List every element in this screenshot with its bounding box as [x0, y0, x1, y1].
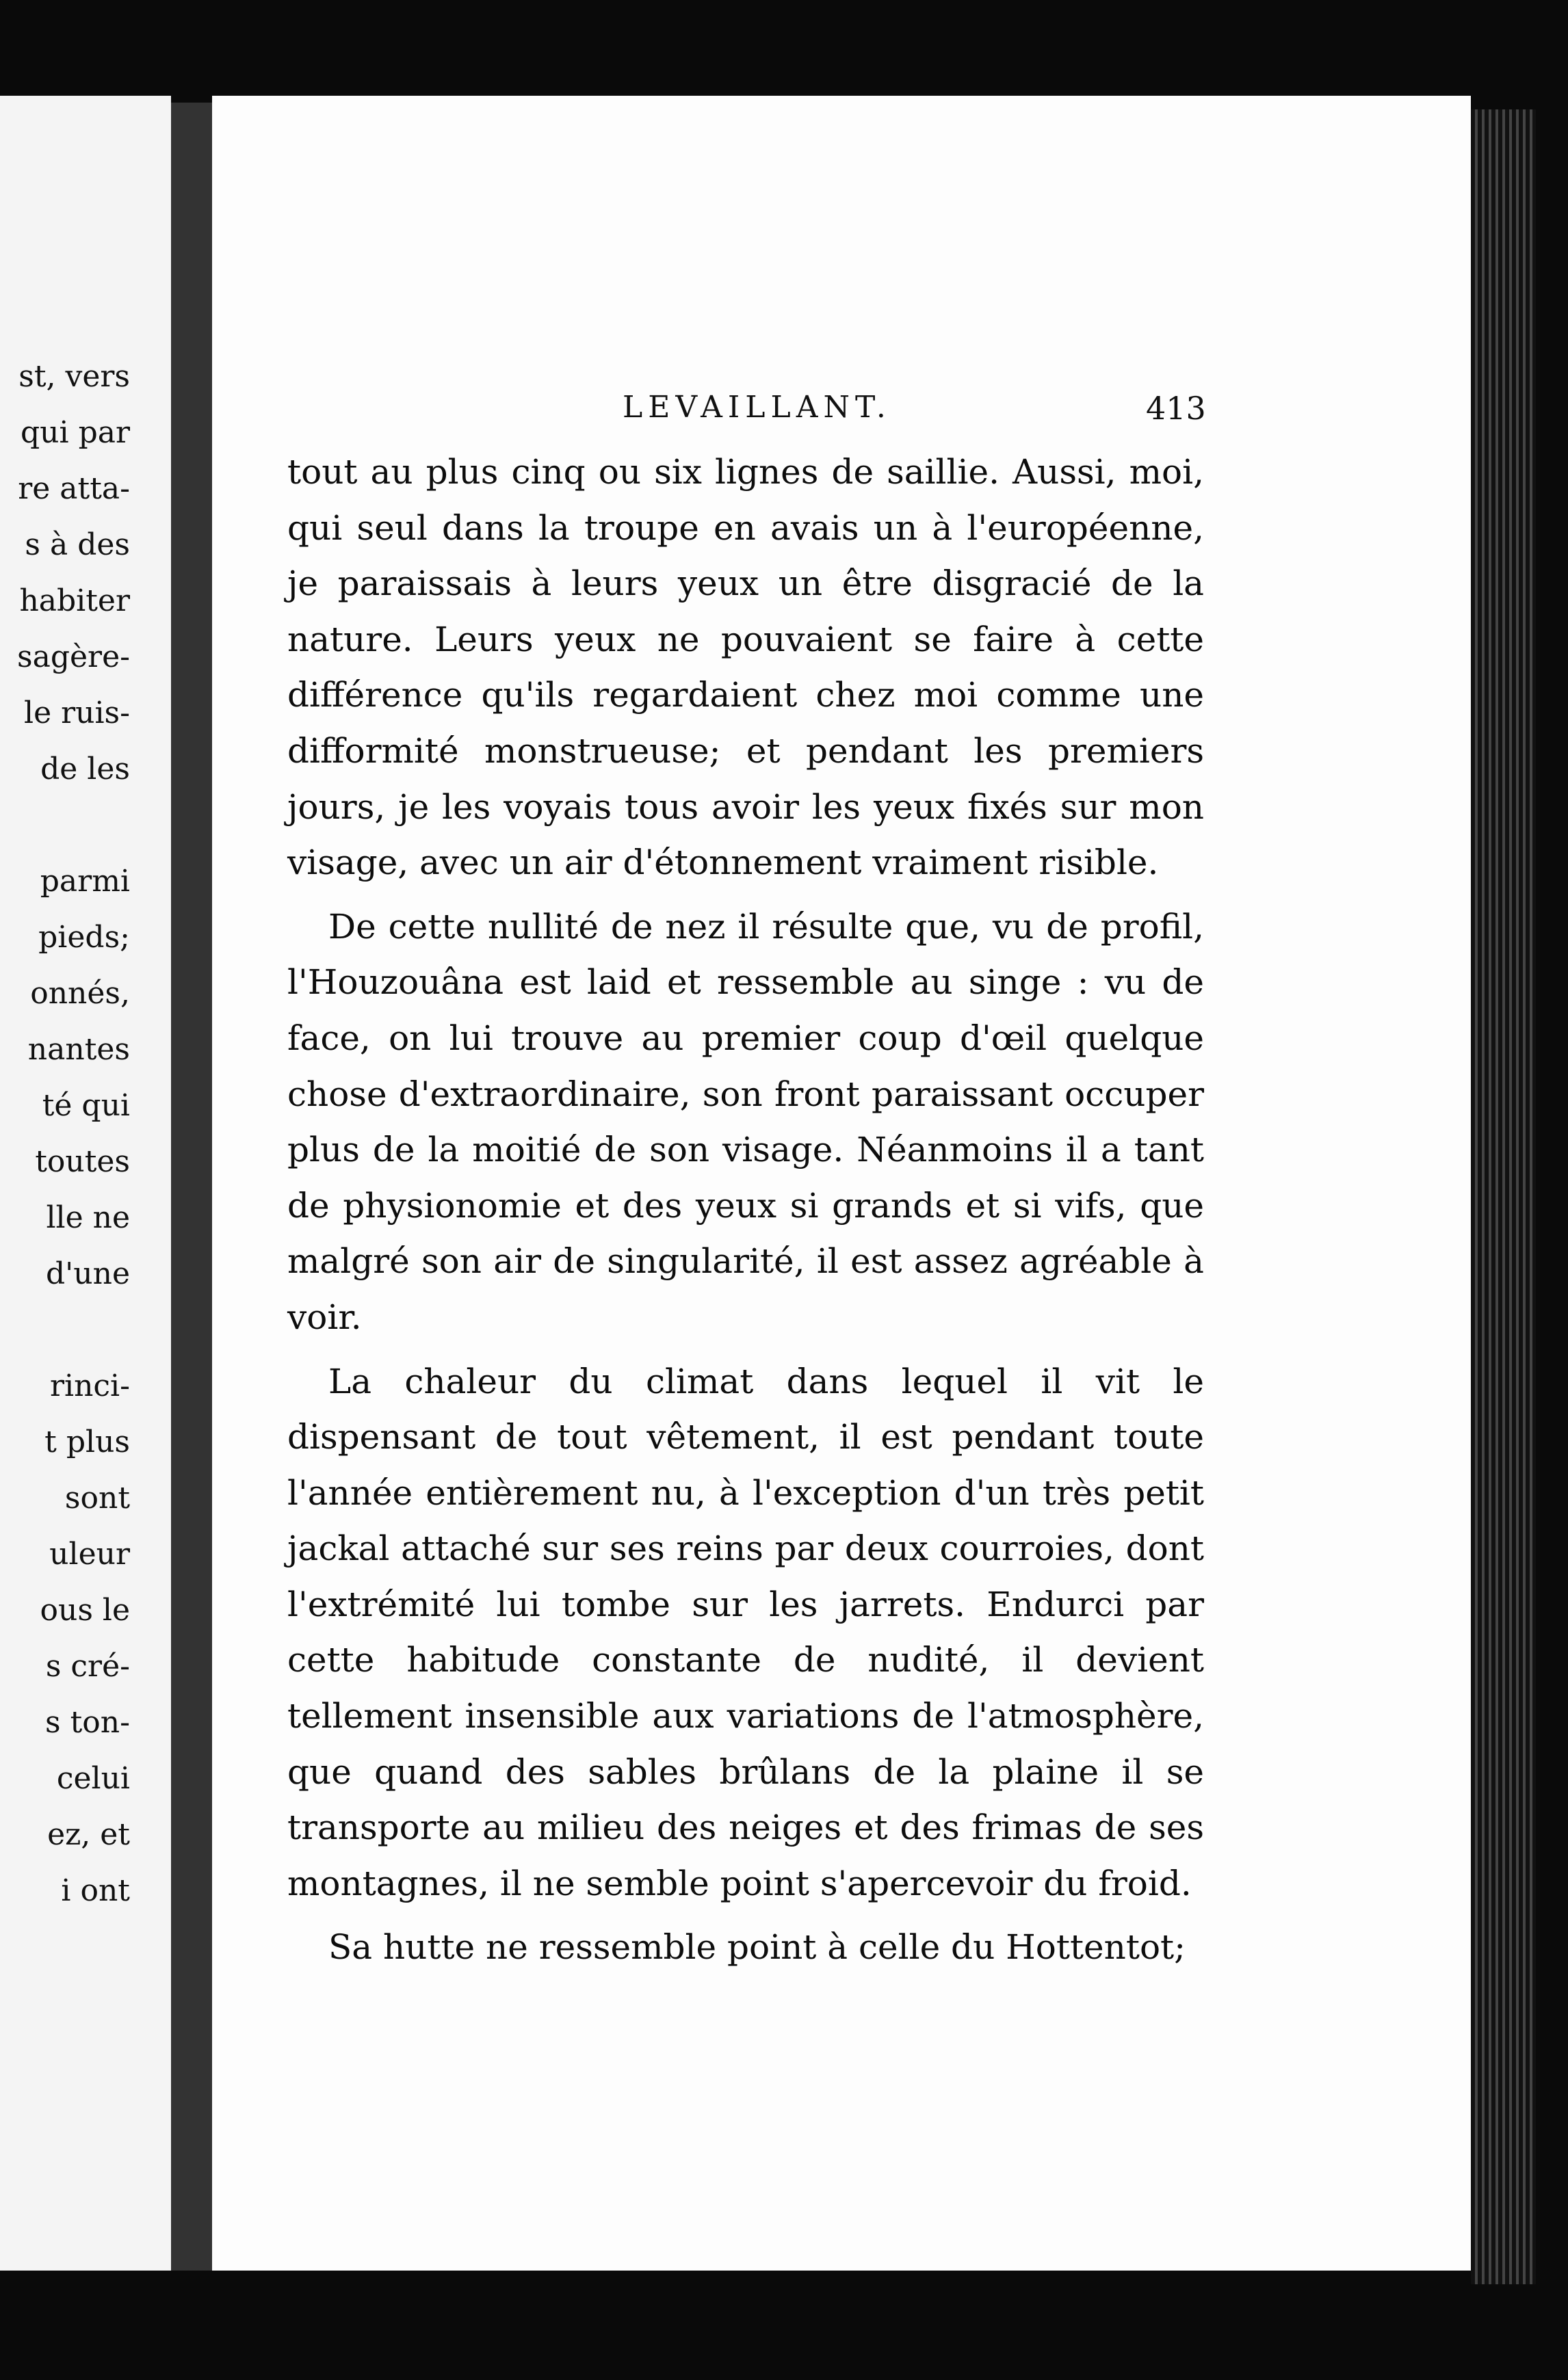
facing-line: sont: [64, 1481, 130, 1516]
paragraph: tout au plus cinq ou six lignes de saillie. Aussi, moi, qui seul dans la troupe en avais un à l'européenne, je paraissais à leurs yeux un être disgracié de la nature. Leurs yeux ne pouvaient se faire à cette différence qu'ils regardaient chez moi comme une difformité monstrueuse; et pendant les premiers jours, je les voyais tous avoir les yeux fixés sur mon visage, avec un air d'étonnement vraiment risible.: [287, 452, 1204, 883]
facing-page: [0, 96, 171, 2271]
facing-line: celui: [56, 1761, 130, 1796]
facing-line: onnés,: [30, 976, 130, 1011]
facing-line: rinci-: [49, 1368, 130, 1403]
facing-line: d'une: [46, 1256, 130, 1291]
facing-line: s cré-: [45, 1649, 130, 1684]
facing-line: lle ne: [46, 1200, 130, 1235]
facing-line: pieds;: [38, 920, 130, 955]
facing-line: t plus: [44, 1425, 130, 1459]
facing-line-blank: [17, 1302, 130, 1358]
facing-line: st, vers: [18, 359, 130, 394]
facing-line: s à des: [25, 527, 130, 562]
page-edges: [1471, 109, 1536, 2284]
page-header: [212, 390, 1471, 438]
facing-line: qui par: [21, 415, 130, 450]
body-text: [287, 445, 1204, 1976]
facing-line: i ont: [61, 1873, 130, 1908]
facing-line: s ton-: [45, 1705, 130, 1740]
page-number: 413: [1146, 390, 1206, 427]
paragraph: Sa hutte ne ressemble point à celle du Hottentot;: [328, 1927, 1186, 1968]
facing-line: re atta-: [18, 471, 130, 506]
facing-line: ous le: [40, 1593, 130, 1628]
facing-line-blank: [17, 797, 130, 854]
paragraph: De cette nullité de nez il résulte que, vu de profil, l'Houzouâna est laid et ressemble au singe : vu de face, on lui trouve au premier coup d'œil quelque chose d'extraordinaire, son front paraissant occuper plus de la moitié de son visage. Néanmoins il a tant de physionomie et des yeux si grands et si vifs, que malgré son air de singularité, il est assez agréable à voir.: [287, 906, 1204, 1337]
facing-line: sagère-: [17, 639, 130, 674]
facing-line: toutes: [35, 1144, 130, 1179]
facing-page-text: [17, 349, 130, 1919]
facing-line: té qui: [42, 1088, 130, 1123]
facing-line: nantes: [27, 1032, 130, 1067]
running-head: LEVAILLANT.: [623, 390, 891, 425]
page: [212, 96, 1471, 2271]
facing-line: ez, et: [47, 1817, 130, 1852]
facing-line: habiter: [19, 583, 130, 618]
facing-line: parmi: [40, 864, 130, 899]
facing-line: uleur: [49, 1537, 130, 1572]
facing-line: le ruis-: [24, 696, 130, 730]
facing-line: de les: [40, 752, 130, 786]
book-gutter: [171, 103, 212, 2271]
paragraph: La chaleur du climat dans lequel il vit le dispensant de tout vêtement, il est pendant toute l'année entièrement nu, à l'exception d'un très petit jackal attaché sur ses reins par deux courroies, dont l'extrémité lui tombe sur les jarrets. Endurci par cette habitude constante de nudité, il devient tellement insensible aux variations de l'atmosphère, que quand des sables brûlans de la plaine il se transporte au milieu des neiges et des frimas de ses montagnes, il ne semble point s'apercevoir du froid.: [287, 1361, 1204, 1903]
